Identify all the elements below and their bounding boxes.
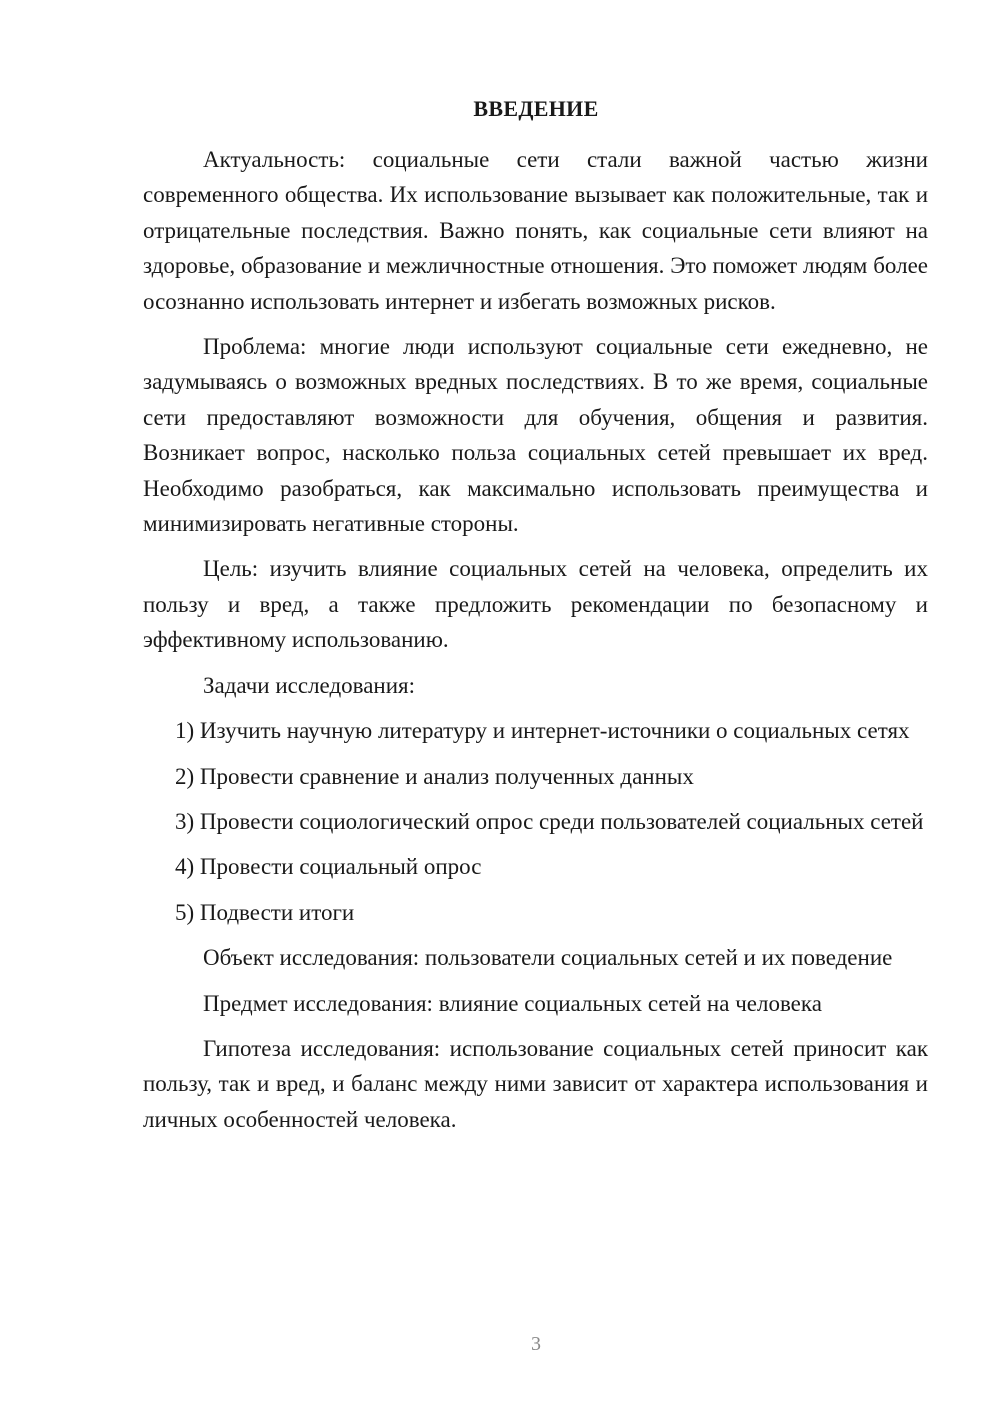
paragraph-tasks-title: Задачи исследования: xyxy=(203,672,416,698)
paragraph-relevance: Актуальность: социальные сети стали важной частью жизни современного общества. Их использование вызывает как положительные, так и отрицательные последствия. Важно понять, как социальные сети влияют на здоровье, образование и межличностные отношения. Это поможет людям более осознанно использовать интернет и избегать возможных рисков. xyxy=(143,147,928,314)
list-item: 3) Провести социологический опрос среди пользователей социальных сетей xyxy=(175,808,924,834)
list-item: 4) Провести социальный опрос xyxy=(175,854,482,880)
list-item: 2) Провести сравнение и анализ полученных данных xyxy=(175,763,694,789)
paragraph-object: Объект исследования: пользователи социальных сетей и их поведение xyxy=(203,945,893,971)
paragraph-subject: Предмет исследования: влияние социальных сетей на человека xyxy=(203,990,822,1016)
paragraph-goal: Цель: изучить влияние социальных сетей на человека, определить их пользу и вред, а также предложить рекомендации по безопасному и эффективному использованию. xyxy=(143,556,928,653)
body-text xyxy=(143,142,928,1147)
task-list xyxy=(143,713,928,930)
page-number: 3 xyxy=(531,1333,541,1355)
paragraph-problem: Проблема: многие люди используют социальные сети ежедневно, не задумываясь о возможных вредных последствиях. В то же время, социальные сети предоставляют возможности для обучения, общения и развития. Возникает вопрос, насколько польза социальных сетей превышает их вред. Необходимо разобраться, как максимально использовать преимущества и минимизировать негативные стороны. xyxy=(143,334,928,537)
section-heading: ВВЕДЕНИЕ xyxy=(473,96,599,121)
list-item: 1) Изучить научную литературу и интернет-источники о социальных сетях xyxy=(175,718,910,744)
list-item: 5) Подвести итоги xyxy=(175,899,355,925)
paragraph-hypothesis: Гипотеза исследования: использование социальных сетей приносит как пользу, так и вред, и баланс между ними зависит от характера использования и личных особенностей человека. xyxy=(143,1035,928,1132)
